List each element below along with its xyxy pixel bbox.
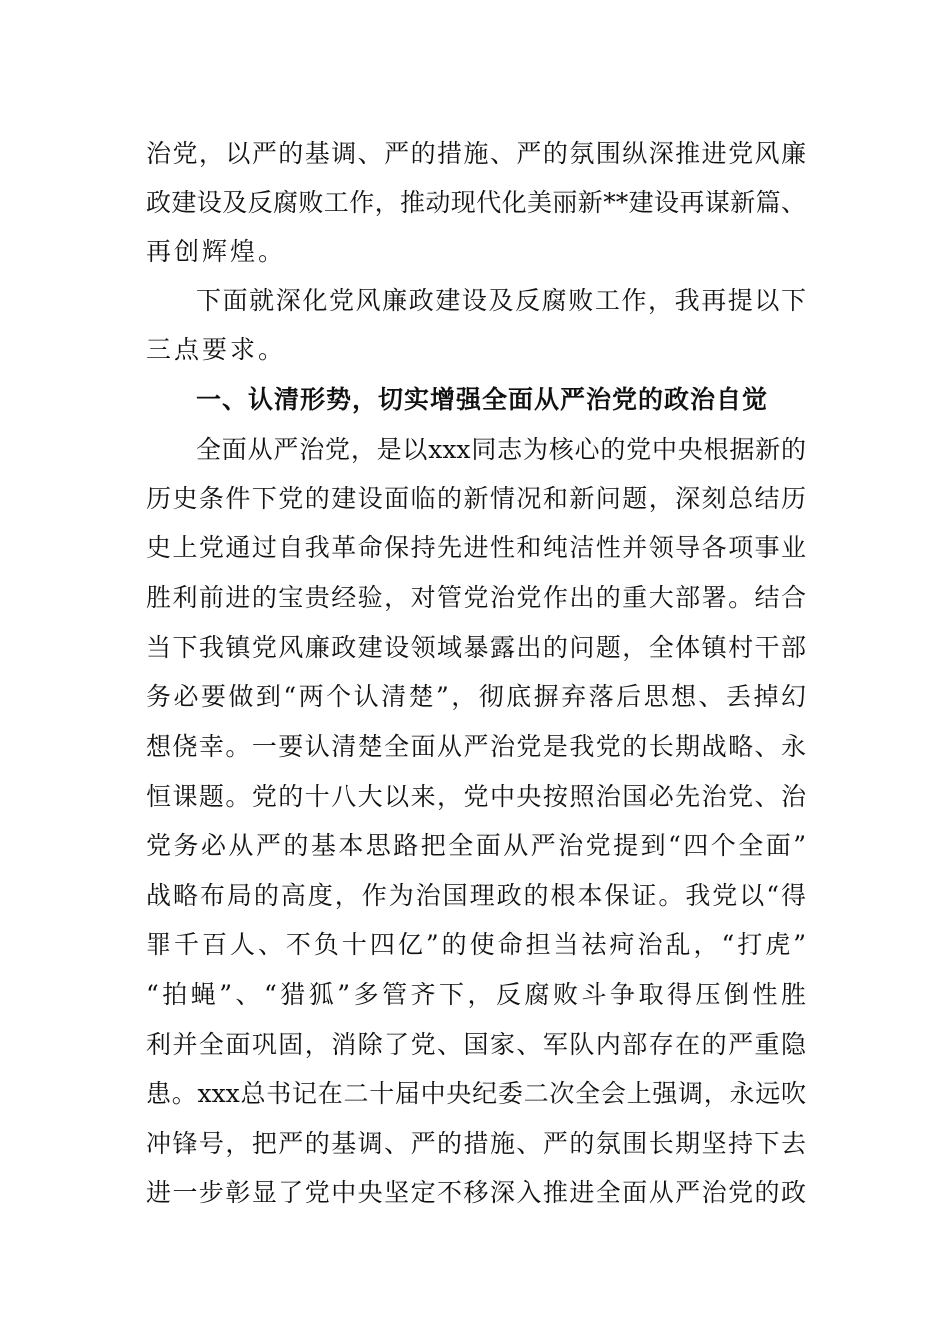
body-text-line: 进一步彰显了党中央坚定不移深入推进全面从严治党的政 (146, 1178, 806, 1207)
body-text-line: 再创辉煌。 (146, 237, 287, 266)
body-text-line: 历史条件下党的建设面临的新情况和新问题，深刻总结历 (146, 484, 806, 513)
body-text-line: 党务必从严的基本思路把全面从严治党提到“四个全面” (146, 831, 806, 860)
body-text-line: 下面就深化党风廉政建设及反腐败工作，我再提以下 (196, 286, 806, 315)
body-text-line: 利并全面巩固，消除了党、国家、军队内部存在的严重隐 (146, 1030, 806, 1059)
body-text-line: 冲锋号，把严的基调、严的措施、严的氛围长期坚持下去 (146, 1129, 806, 1158)
body-text-line: “拍蝇”、“猎狐”多管齐下，反腐败斗争取得压倒性胜 (146, 980, 806, 1009)
body-text-line: 三点要求。 (146, 335, 287, 364)
body-text-line: 当下我镇党风廉政建设领域暴露出的问题，全体镇村干部 (146, 633, 806, 662)
body-text-line: 恒课题。党的十八大以来，党中央按照治国必先治党、治 (146, 782, 806, 811)
body-text-line: 治党，以严的基调、严的措施、严的氛围纵深推进党风廉 (146, 139, 806, 168)
body-text-line: 政建设及反腐败工作，推动现代化美丽新**建设再谋新篇、 (146, 188, 806, 217)
body-text-line: 战略布局的高度，作为治国理政的根本保证。我党以“得 (146, 881, 806, 910)
body-text-line: 史上党通过自我革命保持先进性和纯洁性并领导各项事业 (146, 533, 806, 562)
body-text-line: 患。xxx总书记在二十届中央纪委二次全会上强调，永远吹 (146, 1079, 806, 1108)
body-text-line: 务必要做到“两个认清楚”，彻底摒弃落后思想、丢掉幻 (146, 682, 806, 711)
body-text-line: 想侥幸。一要认清楚全面从严治党是我党的长期战略、永 (146, 732, 806, 761)
body-text-line: 全面从严治党，是以xxx同志为核心的党中央根据新的 (196, 435, 806, 464)
body-text-line: 胜利前进的宝贵经验，对管党治党作出的重大部署。结合 (146, 583, 806, 612)
body-text-line: 罪千百人、不负十四亿”的使命担当祛疴治乱，“打虎” (146, 930, 806, 959)
section-heading: 一、认清形势，切实增强全面从严治党的政治自觉 (196, 385, 769, 414)
